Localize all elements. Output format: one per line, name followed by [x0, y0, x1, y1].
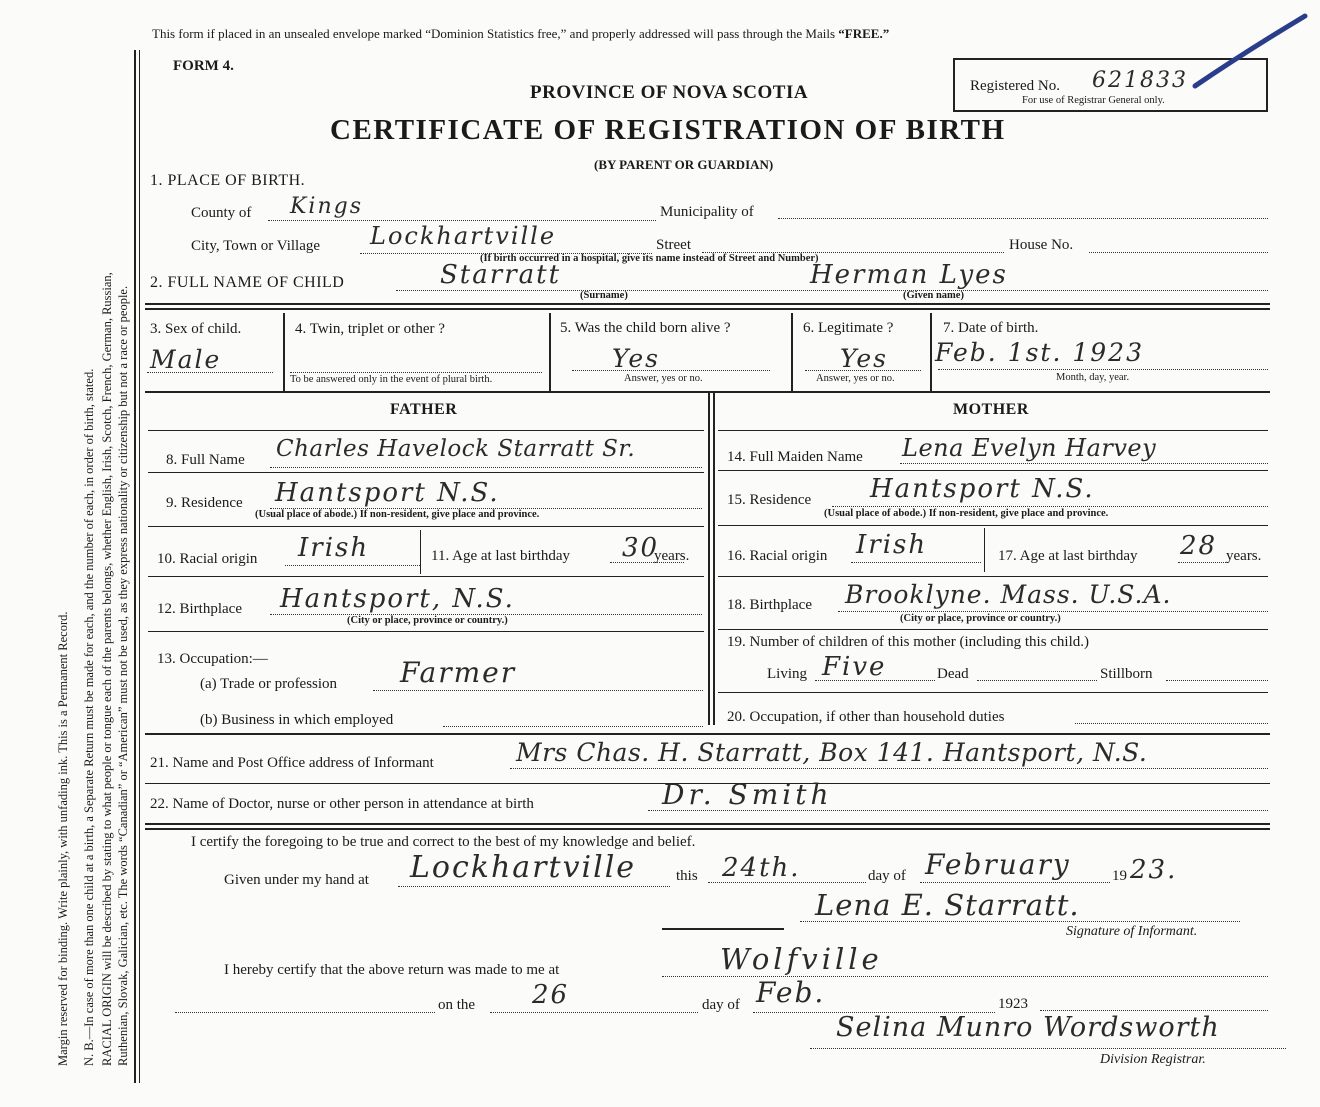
parents-divider-2	[713, 393, 715, 725]
rule-before-certify	[145, 823, 1270, 825]
father-birthplace-label: 12. Birthplace	[157, 601, 242, 617]
living-label: Living	[767, 666, 807, 682]
informant-value: Mrs Chas. H. Starratt, Box 141. Hantsport, N.S.	[516, 738, 1148, 767]
year-prefix: 19	[1112, 868, 1127, 884]
mother-name-label: 14. Full Maiden Name	[727, 449, 863, 465]
registrar-signature-line	[810, 1048, 1286, 1049]
living-value: Five	[822, 652, 887, 682]
mother-birthplace-label: 18. Birthplace	[727, 597, 812, 613]
father-birthplace-rule	[148, 631, 704, 632]
margin-rule-inner	[139, 50, 140, 1083]
day-of-label: day of	[868, 868, 906, 884]
form-number: FORM 4.	[173, 58, 234, 74]
informant-signature-label: Signature of Informant.	[1066, 924, 1198, 939]
rule-after-child-2	[145, 308, 1270, 310]
year-value: 23.	[1130, 855, 1178, 885]
mother-race-value: Irish	[856, 530, 928, 560]
margin-note-racial-1: RACIAL ORIGIN will be described by stating to what people or tongue each of the parents belongs, whether English, Irish, Scotch, French, German, Russian,	[100, 272, 114, 1066]
informant-signature: Lena E. Starratt.	[815, 888, 1080, 922]
twin-label: 4. Twin, triplet or other ?	[295, 321, 445, 337]
father-age-label: 11. Age at last birthday	[431, 548, 570, 564]
father-residence-label: 9. Residence	[166, 495, 243, 511]
born-alive-value: Yes	[612, 344, 660, 373]
legitimate-label: 6. Legitimate ?	[803, 320, 894, 336]
legitimate-value: Yes	[840, 344, 888, 373]
father-residence-rule	[148, 526, 704, 527]
father-race-line	[285, 565, 420, 566]
stillborn-label: Stillborn	[1100, 666, 1153, 682]
legitimate-note: Answer, yes or no.	[816, 373, 895, 384]
county-value: Kings	[290, 194, 364, 219]
day-value: 24th.	[722, 853, 801, 883]
given-under-label: Given under my hand at	[224, 872, 369, 888]
mother-children-rule	[718, 692, 1268, 693]
informant-signature-line	[800, 921, 1240, 922]
signature-short-rule	[662, 928, 784, 930]
born-alive-note: Answer, yes or no.	[624, 373, 703, 384]
child-given-name: Herman Lyes	[810, 260, 1008, 290]
born-alive-line	[572, 370, 770, 371]
mother-birthplace-value: Brooklyne. Mass. U.S.A.	[845, 580, 1172, 609]
born-alive-label: 5. Was the child born alive ?	[560, 320, 731, 336]
father-age-value: 30	[622, 533, 660, 563]
row3-divider-2	[549, 313, 551, 391]
registrar-certify-text: I hereby certify that the above return was made to me at	[224, 962, 560, 978]
margin-note-nb: N. B.—In case of more than one child at a birth, a Separate Return must be made for each, and the number of each, in order of birth, stated.	[82, 368, 96, 1066]
this-label: this	[676, 868, 698, 884]
dob-line	[938, 369, 1268, 370]
father-race-value: Irish	[298, 533, 370, 563]
surname-note: (Surname)	[580, 290, 628, 301]
trade-line	[373, 690, 703, 691]
mother-name-rule	[718, 470, 1268, 471]
rule-after-parents	[145, 733, 1270, 735]
mother-birthplace-line	[838, 611, 1268, 612]
registrar-day-value: 26	[532, 980, 570, 1010]
month-line	[920, 882, 1110, 883]
mother-age-line	[1178, 562, 1228, 563]
dead-line	[977, 680, 1097, 681]
informant-line	[510, 768, 1268, 769]
registered-number: 621833	[1092, 68, 1188, 93]
mother-birthplace-rule	[718, 629, 1268, 630]
twin-note: To be answered only in the event of plural birth.	[290, 374, 493, 385]
father-name-rule	[148, 472, 704, 473]
mother-age-rule	[718, 576, 1268, 577]
registrar-place-line	[662, 976, 1268, 977]
father-residence-note: (Usual place of abode.) If non-resident, give place and province.	[255, 509, 540, 520]
father-birthplace-value: Hantsport, N.S.	[280, 584, 515, 614]
trade-value: Farmer	[400, 656, 517, 689]
month-value: February	[925, 848, 1071, 881]
mother-occupation-line	[1075, 723, 1268, 724]
father-age-rule	[148, 576, 704, 577]
pen-stroke-mark	[1185, 12, 1310, 92]
father-age-years: years.	[654, 548, 690, 564]
given-at-value: Lockhartville	[410, 850, 637, 885]
registrar-year: 1923	[998, 996, 1028, 1012]
registered-note: For use of Registrar General only.	[1022, 95, 1165, 106]
child-name-label: 2. FULL NAME OF CHILD	[150, 274, 345, 291]
parents-divider-1	[708, 393, 710, 725]
registrar-year-line	[1040, 1010, 1268, 1011]
house-label: House No.	[1009, 237, 1074, 253]
father-race-label: 10. Racial origin	[157, 551, 258, 567]
rule-after-child	[145, 303, 1270, 305]
father-heading-rule	[148, 430, 704, 431]
father-occupation-label: 13. Occupation:—	[157, 651, 268, 667]
dob-note: Month, day, year.	[1056, 372, 1130, 383]
sex-label: 3. Sex of child.	[150, 321, 242, 337]
municipality-line	[778, 218, 1268, 219]
mother-name-line	[900, 463, 1268, 464]
father-birthplace-note: (City or place, province or country.)	[347, 615, 508, 626]
children-count-label: 19. Number of children of this mother (including this child.)	[727, 634, 1090, 650]
sex-value: Male	[150, 345, 222, 374]
mother-age-years: years.	[1226, 548, 1262, 564]
city-value: Lockhartville	[370, 222, 557, 250]
mother-residence-value: Hantsport N.S.	[870, 474, 1095, 504]
mother-residence-note: (Usual place of abode.) If non-resident, give place and province.	[824, 508, 1109, 519]
child-name-line	[396, 290, 1268, 291]
margin-rule-outer	[134, 50, 136, 1083]
mailing-note: This form if placed in an unsealed envelope marked “Dominion Statistics free,” and properly addressed will pass through the Mails “FREE.”	[152, 26, 890, 41]
city-label: City, Town or Village	[191, 238, 321, 254]
mother-age-label: 17. Age at last birthday	[998, 548, 1138, 564]
mother-residence-rule	[718, 525, 1268, 526]
registrar-place-value: Wolfville	[720, 942, 883, 976]
father-name-label: 8. Full Name	[166, 452, 245, 468]
doctor-value: Dr. Smith	[662, 778, 833, 811]
certificate-title: CERTIFICATE OF REGISTRATION OF BIRTH	[330, 114, 1006, 146]
place-heading: 1. PLACE OF BIRTH.	[150, 172, 306, 189]
registrar-signature: Selina Munro Wordsworth	[836, 1012, 1220, 1043]
mother-race-label: 16. Racial origin	[727, 548, 828, 564]
mother-race-divider	[984, 528, 985, 572]
row3-divider-1	[283, 313, 285, 391]
margin-note-racial-2: Ruthenian, Slovak, Galician, etc. The words “Canadian” or “American” must not be used, as they express nationality or citizenship but not a race or people.	[116, 285, 130, 1066]
mother-heading: MOTHER	[953, 401, 1029, 418]
hospital-note: (If birth occurred in a hospital, give its name instead of Street and Number)	[480, 253, 819, 264]
mother-birthplace-note: (City or place, province or country.)	[900, 613, 1061, 624]
trade-label: (a) Trade or profession	[200, 676, 338, 692]
rule-before-certify-2	[145, 828, 1270, 830]
registrar-month-value: Feb.	[756, 976, 826, 1009]
father-name-line	[270, 467, 702, 468]
margin-note-binding: Margin reserved for binding. Write plainly, with unfading ink. This is a Permanent Record.	[56, 611, 70, 1066]
row3-divider-3	[791, 313, 793, 391]
registrar-signature-label: Division Registrar.	[1100, 1052, 1206, 1067]
registrar-leading-line	[175, 1012, 435, 1013]
dob-label: 7. Date of birth.	[943, 320, 1039, 336]
county-label: County of	[191, 205, 252, 221]
father-name-value: Charles Havelock Starratt Sr.	[276, 436, 636, 462]
mother-race-line	[851, 562, 981, 563]
dob-value: Feb. 1st. 1923	[935, 338, 1144, 367]
given-name-note: (Given name)	[903, 290, 964, 301]
certify-text: I certify the foregoing to be true and correct to the best of my knowledge and belief.	[191, 834, 696, 850]
on-the-label: on the	[438, 997, 476, 1013]
mother-occupation-label: 20. Occupation, if other than household duties	[727, 709, 1005, 725]
municipality-label: Municipality of	[660, 204, 754, 220]
county-line	[268, 220, 656, 221]
mother-residence-label: 15. Residence	[727, 492, 812, 508]
business-line	[443, 726, 703, 727]
doctor-label: 22. Name of Doctor, nurse or other person in attendance at birth	[150, 796, 534, 812]
certificate-subtitle: (BY PARENT OR GUARDIAN)	[594, 157, 774, 172]
street-label: Street	[656, 237, 691, 253]
given-at-line	[398, 886, 670, 887]
father-race-divider	[420, 530, 421, 574]
mother-age-value: 28	[1180, 531, 1218, 561]
father-residence-value: Hantsport N.S.	[275, 478, 500, 508]
house-line	[1089, 252, 1268, 253]
registrar-day-of-label: day of	[702, 997, 740, 1013]
informant-label: 21. Name and Post Office address of Informant	[150, 755, 434, 771]
stillborn-line	[1166, 680, 1268, 681]
mother-name-value: Lena Evelyn Harvey	[902, 434, 1157, 462]
free-note: “FREE.”	[838, 26, 890, 41]
registrar-day-line	[490, 1012, 698, 1013]
twin-line	[290, 372, 542, 373]
father-heading: FATHER	[390, 401, 458, 418]
mother-heading-rule	[718, 430, 1268, 431]
child-surname: Starratt	[440, 260, 562, 290]
mother-residence-line	[832, 506, 1268, 507]
province-heading: PROVINCE OF NOVA SCOTIA	[530, 82, 809, 103]
registered-label: Registered No.	[970, 78, 1060, 94]
dead-label: Dead	[937, 666, 969, 682]
business-label: (b) Business in which employed	[200, 712, 394, 728]
row3-divider-4	[930, 313, 932, 391]
